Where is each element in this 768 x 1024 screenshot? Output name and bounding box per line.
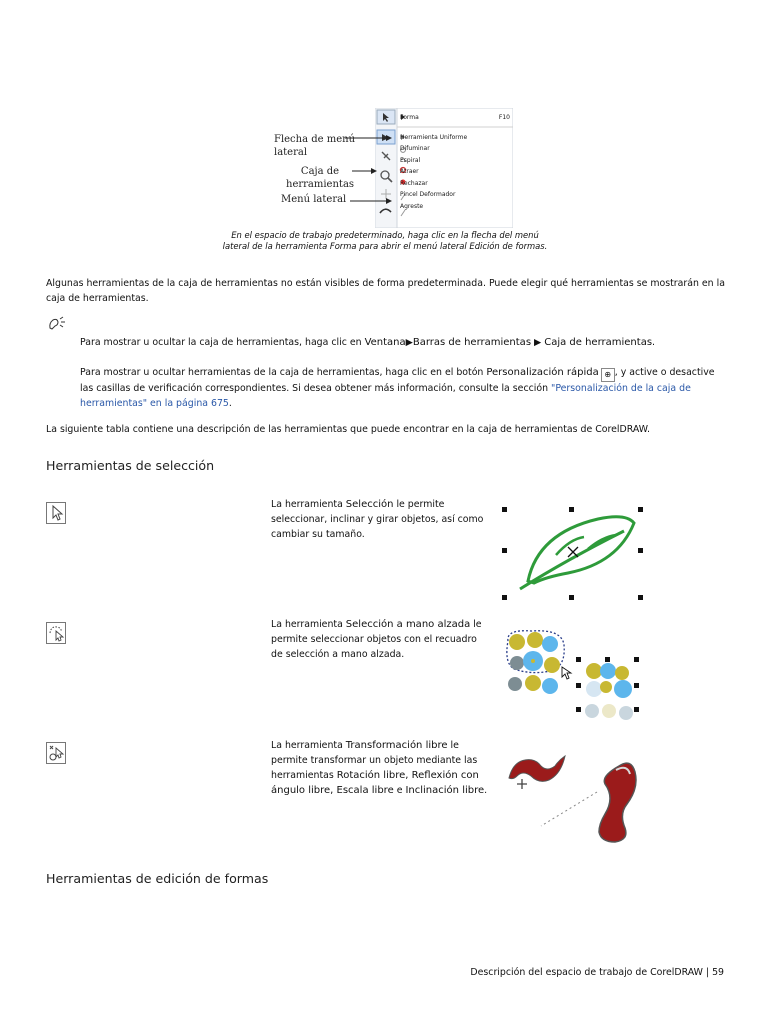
menu-item[interactable]: Difuminar xyxy=(400,145,430,152)
menu-arrow-icon: ▶ xyxy=(405,337,413,348)
freehand-pick-tool-icon xyxy=(46,622,66,644)
free-transform-illustration xyxy=(505,748,655,853)
free-transform-tool-description: La herramienta Transformación libre le permite transformar un objeto mediante las herramientas Rotación libre, Reflexión con ángulo libre, Escala libre e Inclinación libre. xyxy=(271,740,488,796)
menu-item[interactable]: Pincel Deformador xyxy=(400,191,456,198)
pick-tool-description: La herramienta Selección le permite seleccionar, inclinar y girar objetos, así como cambiar su tamaño. xyxy=(271,499,484,540)
callout-flyout: Menú lateral xyxy=(281,194,347,205)
customization-link[interactable]: "Personalización de la caja de herramientas" en la página 675 xyxy=(80,383,691,409)
menu-item[interactable]: Espiral xyxy=(400,156,421,164)
intro-paragraph: Algunas herramientas de la caja de herramientas no están visibles de forma predeterminada. Puede elegir qué herramientas se mostrarán en la caja de herramientas. xyxy=(46,278,725,304)
freehand-pick-tool-description: La herramienta Selección a mano alzada le permite seleccionar objetos con el recuadro de selección a mano alzada. xyxy=(271,619,482,660)
callout-flyout-arrow: Flecha de menú lateral xyxy=(274,134,356,158)
free-transform-tool-icon xyxy=(46,742,66,764)
menu-arrow-icon: ▶ xyxy=(534,337,542,348)
tip-customize-tools: Para mostrar u ocultar herramientas de la caja de herramientas, haga clic en el botón Personalización rápida ⊕ , y active o desactive las casillas de verificación correspondientes. Si desea obtener más información, consulte la sección "Personalización de la caja de herramientas" en la página 675. xyxy=(80,367,715,409)
tip-icon xyxy=(46,316,66,332)
menu-item[interactable]: Forma F10 xyxy=(400,114,510,121)
callout-arrows xyxy=(340,130,400,210)
menu-item[interactable]: Rechazar xyxy=(400,179,428,187)
shape-editing-tools-heading: Herramientas de edición de formas xyxy=(46,871,269,886)
menu-item[interactable]: Herramienta Uniforme xyxy=(400,133,468,141)
tip-toolbox-visibility: Para mostrar u ocultar la caja de herramientas, haga clic en Ventana▶Barras de herramientas ▶ Caja de herramientas. xyxy=(80,337,656,348)
page-footer: Descripción del espacio de trabajo de CorelDRAW | 59 xyxy=(470,967,724,978)
callout-toolbox: Caja de herramientas xyxy=(286,166,355,190)
flyout-menu-list xyxy=(400,112,510,212)
menu-item[interactable]: Atraer xyxy=(400,168,419,175)
table-intro-paragraph: La siguiente tabla contiene una descripción de las herramientas que puede encontrar en la caja de herramientas de CorelDRAW. xyxy=(46,424,650,435)
leaf-selection-illustration xyxy=(498,503,652,603)
freehand-selection-illustration xyxy=(502,627,652,727)
menu-item[interactable]: Agreste xyxy=(400,202,424,210)
pick-tool-icon xyxy=(46,502,66,524)
quick-customize-icon: ⊕ xyxy=(601,368,615,382)
figure-caption: En el espacio de trabajo predeterminado, haga clic en la flecha del menú lateral de la herramienta Forma para abrir el menú lateral Edición de formas. xyxy=(222,230,548,251)
menu-path-ventana: Ventana xyxy=(364,337,406,348)
selection-tools-heading: Herramientas de selección xyxy=(46,458,215,473)
